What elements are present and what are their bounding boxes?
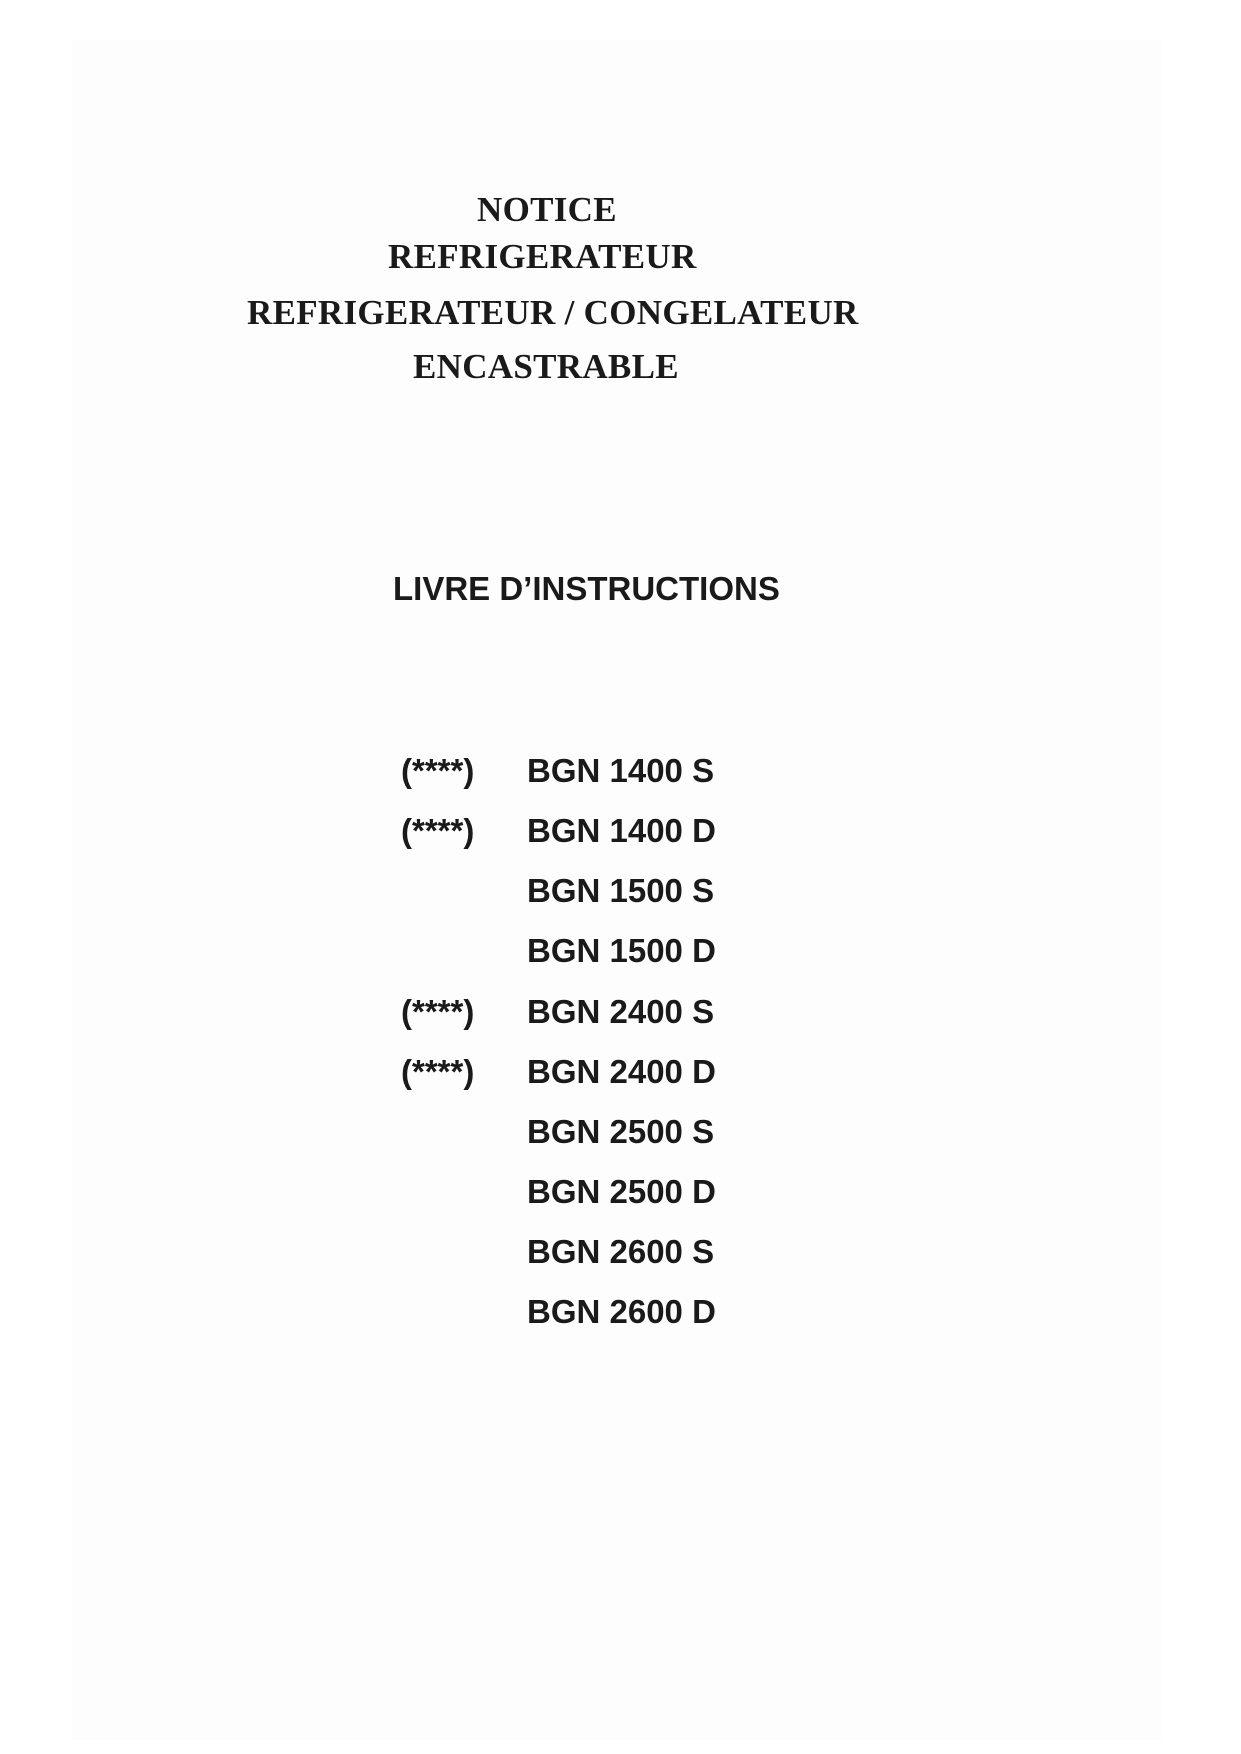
model-row bbox=[0, 1233, 1241, 1277]
four-star-mark: (****) bbox=[401, 812, 475, 849]
model-row bbox=[0, 1173, 1241, 1217]
title-refrigerateur-congelateur: REFRIGERATEUR / CONGELATEUR bbox=[247, 293, 859, 332]
model-row bbox=[0, 1053, 1241, 1097]
model-name: BGN 1500 S bbox=[527, 872, 715, 909]
model-row bbox=[0, 872, 1241, 916]
model-name: BGN 1400 D bbox=[527, 812, 716, 849]
model-row bbox=[0, 993, 1241, 1037]
four-star-mark: (****) bbox=[401, 993, 475, 1030]
four-star-mark: (****) bbox=[401, 1053, 475, 1090]
instruction-book-heading: LIVRE D’INSTRUCTIONS bbox=[393, 570, 780, 607]
model-name: BGN 2500 S bbox=[527, 1113, 715, 1150]
model-row bbox=[0, 1113, 1241, 1157]
title-notice: NOTICE bbox=[477, 190, 617, 229]
model-name: BGN 2600 S bbox=[527, 1233, 715, 1270]
model-name: BGN 2500 D bbox=[527, 1173, 716, 1210]
title-refrigerateur: REFRIGERATEUR bbox=[388, 237, 697, 276]
model-name: BGN 2400 S bbox=[527, 993, 715, 1030]
model-name: BGN 2600 D bbox=[527, 1293, 716, 1330]
model-row bbox=[0, 752, 1241, 796]
title-encastrable: ENCASTRABLE bbox=[413, 347, 679, 386]
model-name: BGN 1400 S bbox=[527, 752, 715, 789]
model-row bbox=[0, 812, 1241, 856]
model-row bbox=[0, 1293, 1241, 1337]
four-star-mark: (****) bbox=[401, 752, 475, 789]
model-name: BGN 2400 D bbox=[527, 1053, 716, 1090]
model-name: BGN 1500 D bbox=[527, 932, 716, 969]
model-row bbox=[0, 932, 1241, 976]
